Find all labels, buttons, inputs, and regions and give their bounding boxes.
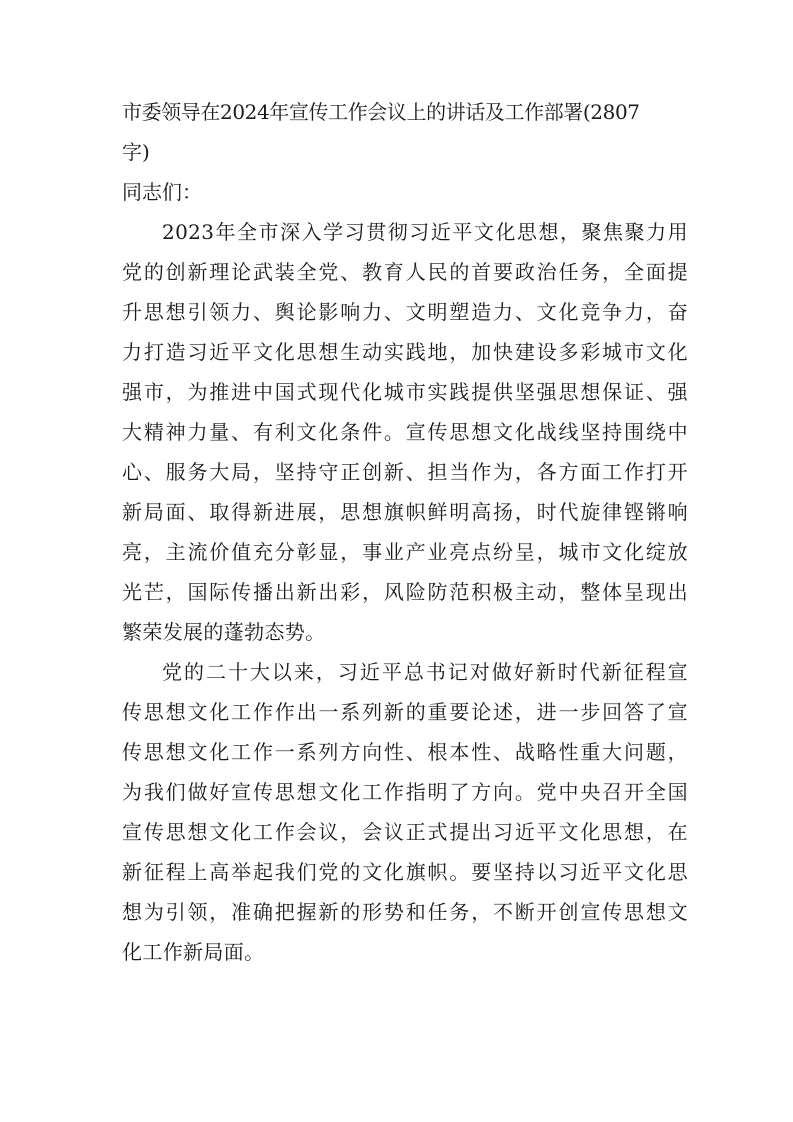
paragraph-line: 党的创新理论武装全党、教育人民的首要政治任务，全面提: [122, 260, 688, 284]
paragraph-line: 2023年全市深入学习贯彻习近平文化思想，聚焦聚力用: [162, 220, 688, 244]
paragraph-line: 为我们做好宣传思想文化工作指明了方向。党中央召开全国: [122, 780, 688, 804]
document-page: [122, 92, 688, 972]
salutation: 同志们：: [122, 180, 202, 204]
paragraph-line: 大精神力量、有利文化条件。宣传思想文化战线坚持围绕中: [122, 420, 688, 444]
paragraph-line: 心、服务大局，坚持守正创新、担当作为，各方面工作打开: [122, 460, 688, 484]
paragraph-line: 新征程上高举起我们党的文化旗帜。要坚持以习近平文化思: [122, 860, 688, 884]
paragraph-line: 力打造习近平文化思想生动实践地，加快建设多彩城市文化: [122, 340, 688, 364]
paragraph-line: 传思想文化工作一系列方向性、根本性、战略性重大问题，: [122, 740, 688, 764]
paragraph-line: 化工作新局面。: [122, 940, 265, 964]
paragraph-1: [122, 212, 688, 652]
document-title-line-1: 市委领导在2024年宣传工作会议上的讲话及工作部署(2807: [122, 100, 640, 124]
paragraph-line: 宣传思想文化工作会议，会议正式提出习近平文化思想，在: [122, 820, 688, 844]
paragraph-line: 强市，为推进中国式现代化城市实践提供坚强思想保证、强: [122, 380, 688, 404]
paragraph-line: 繁荣发展的蓬勃态势。: [122, 620, 326, 644]
paragraph-line: 升思想引领力、舆论影响力、文明塑造力、文化竞争力，奋: [122, 300, 688, 324]
paragraph-2: [122, 652, 688, 972]
paragraph-line: 党的二十大以来，习近平总书记对做好新时代新征程宣: [162, 660, 688, 684]
paragraph-line: 想为引领，准确把握新的形势和任务，不断开创宣传思想文: [122, 900, 688, 924]
document-title-line-2: 字): [122, 140, 150, 164]
paragraph-line: 传思想文化工作作出一系列新的重要论述，进一步回答了宣: [122, 700, 688, 724]
paragraph-line: 新局面、取得新进展，思想旗帜鲜明高扬，时代旋律铿锵响: [122, 500, 688, 524]
paragraph-line: 光芒，国际传播出新出彩，风险防范积极主动，整体呈现出: [122, 580, 688, 604]
paragraph-line: 亮，主流价值充分彰显，事业产业亮点纷呈，城市文化绽放: [122, 540, 688, 564]
